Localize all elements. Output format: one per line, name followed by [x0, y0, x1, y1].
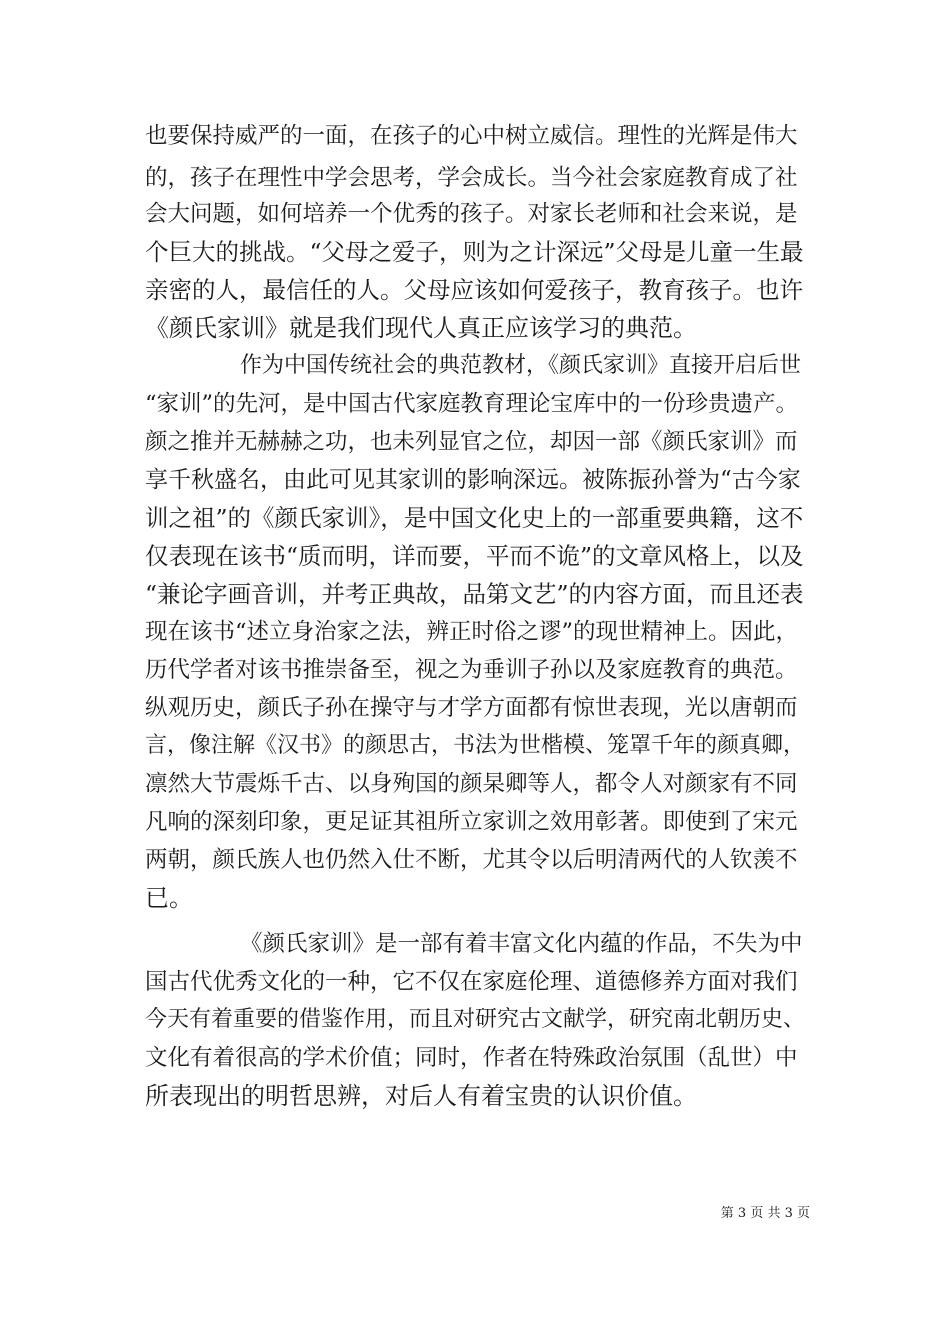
text-line: 训之祖”的《颜氏家训》，是中国文化史上的一部重要典籍，这不 [145, 504, 804, 532]
text-line: 两朝，颜氏族人也仍然入仕不断，尤其令以后明清两代的人钦羡不 [145, 847, 798, 873]
text-line: 的，孩子在理性中学会思考，学会成长。当今社会家庭教育成了社 [145, 165, 798, 191]
text-line: 会大问题，如何培养一个优秀的孩子。对家长老师和社会来说，是 [145, 201, 798, 227]
text-line: 今天有着重要的借鉴作用，而且对研究古文献学，研究南北朝历史、 [145, 1007, 806, 1032]
text-line: 已。 [145, 884, 193, 912]
text-line: 《颜氏家训》就是我们现代人真正应该学习的典范。 [145, 314, 697, 342]
text-line: 颜之推并无赫赫之功，也未列显官之位，却因一部《颜氏家训》而 [145, 429, 798, 455]
text-line: 国古代优秀文化的一种，它不仅在家庭伦理、道德修养方面对我们 [145, 969, 798, 995]
text-line: 享千秋盛名，由此可见其家训的影响深远。被陈振孙誉为“古今家 [145, 467, 801, 493]
text-line: “兼论字画音训，并考正典故，品第文艺”的内容方面，而且还表 [145, 580, 804, 608]
text-line: 现在该书“述立身治家之法，辨正时俗之谬”的现世精神上。因此， [145, 619, 799, 645]
text-line: “家训”的先河，是中国古代家庭教育理论宝库中的一份珍贵遗产。 [145, 391, 799, 417]
text-line: 历代学者对该书推崇备至，视之为垂训子孙以及家庭教育的典范。 [145, 657, 798, 683]
text-line: 所表现出的明哲思辨，对后人有着宝贵的认识价值。 [145, 1082, 697, 1110]
text-line: 凛然大节震烁千古、以身殉国的颜杲卿等人，都令人对颜家有不同 [145, 771, 798, 797]
page-number-footer: 第 3 页 共 3 页 [720, 1206, 810, 1221]
text-line: 也要保持威严的一面，在孩子的心中树立威信。理性的光辉是伟大 [145, 123, 798, 149]
text-line: 仅表现在该书“质而明，详而要，平而不诡”的文章风格上，以及 [145, 542, 804, 570]
paragraph-first-line: 《颜氏家训》是一部有着丰富文化内蕴的作品，不失为中 [240, 931, 803, 957]
text-line: 个巨大的挑战。“父母之爱子，则为之计深远”父母是儿童一生最 [145, 238, 804, 266]
text-line: 文化有着很高的学术价值；同时，作者在特殊政治氛围（乱世）中 [145, 1045, 798, 1071]
text-line: 言，像注解《汉书》的颜思古，书法为世楷模、笼罩千年的颜真卿， [145, 733, 806, 758]
text-line: 亲密的人，最信任的人。父母应该如何爱孩子，教育孩子。也许 [145, 276, 803, 304]
text-line: 纵观历史，颜氏子孙在操守与才学方面都有惊世表现，光以唐朝而 [145, 695, 798, 721]
paragraph-first-line: 作为中国传统社会的典范教材，《颜氏家训》直接开启后世 [240, 353, 802, 378]
text-line: 凡响的深刻印象，更足证其祖所立家训之效用彰著。即使到了宋元 [145, 809, 798, 835]
